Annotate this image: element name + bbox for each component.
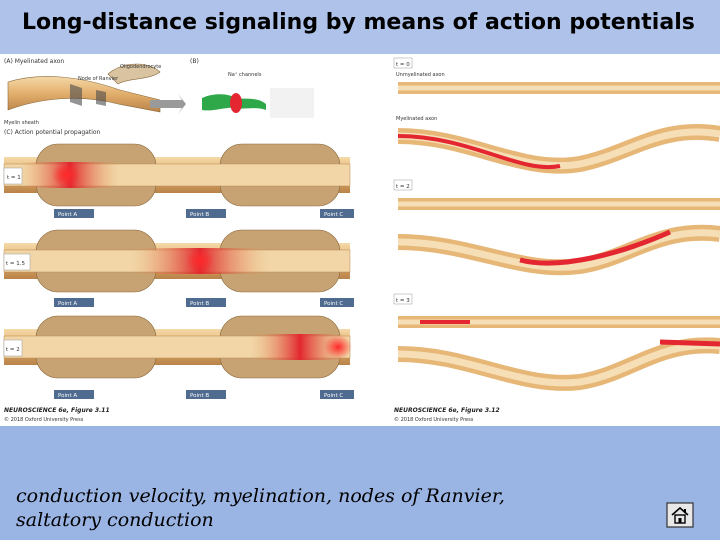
myelinated-axon-illustration xyxy=(4,64,186,126)
figure-3-11 xyxy=(4,58,354,423)
point-a-label-r3: Point A xyxy=(58,393,78,399)
unmyelinated-label: Unmyelinated axon xyxy=(396,72,445,78)
propagation-row-t2 xyxy=(4,316,354,399)
point-c-label-r3: Point C xyxy=(324,393,344,399)
point-a-label-r2: Point A xyxy=(58,301,78,307)
point-a-label-r1: Point A xyxy=(58,212,78,218)
right-time-label-t3: t = 3 xyxy=(396,298,410,304)
figure-area xyxy=(0,54,720,426)
home-icon xyxy=(666,502,694,528)
right-time-label-t0: t = 0 xyxy=(396,62,410,68)
caption-line-2: saltatory conduction xyxy=(16,509,214,531)
myelinated-label: Myelinated axon xyxy=(396,116,438,122)
propagation-row-t1-5 xyxy=(4,230,354,307)
na-channel-micrograph xyxy=(200,72,314,118)
figure-3-12 xyxy=(394,58,720,423)
right-time-label-t2: t = 2 xyxy=(396,184,410,190)
panel-c-label: (C) Action potential propagation xyxy=(4,129,101,136)
time-label-t1-5: t = 1.5 xyxy=(6,261,26,267)
propagation-row-t1 xyxy=(4,144,354,218)
point-c-label-r2: Point C xyxy=(324,301,344,307)
time-label-t1: t = 1 xyxy=(7,175,21,181)
figure-svg xyxy=(0,54,720,426)
na-channels-label: Na⁺ channels xyxy=(228,72,262,78)
node-of-ranvier-label: Node of Ranvier xyxy=(78,76,119,82)
oligodendrocyte-label: Oligodendrocyte xyxy=(120,64,162,70)
panel-a-label: (A) Myelinated axon xyxy=(4,58,65,65)
point-c-label-r1: Point C xyxy=(324,212,344,218)
right-credit-press: © 2018 Oxford University Press xyxy=(394,417,474,423)
left-credit-press: © 2018 Oxford University Press xyxy=(4,417,84,423)
caption-line-1: conduction velocity, myelination, nodes of Ranvier, xyxy=(16,485,505,507)
time-label-t2: t = 2 xyxy=(6,347,20,353)
slide-title: Long-distance signaling by means of action potentials xyxy=(22,10,695,35)
point-b-label-r3: Point B xyxy=(190,393,210,399)
panel-b-label: (B) xyxy=(190,58,199,65)
left-credit-title: NEUROSCIENCE 6e, Figure 3.11 xyxy=(4,407,110,414)
point-b-label-r2: Point B xyxy=(190,301,210,307)
right-credit-title: NEUROSCIENCE 6e, Figure 3.12 xyxy=(394,407,500,414)
title-bar xyxy=(0,0,720,55)
caption xyxy=(16,484,505,532)
home-button[interactable] xyxy=(666,502,694,528)
point-b-label-r1: Point B xyxy=(190,212,210,218)
myelin-sheath-label: Myelin sheath xyxy=(4,120,39,126)
